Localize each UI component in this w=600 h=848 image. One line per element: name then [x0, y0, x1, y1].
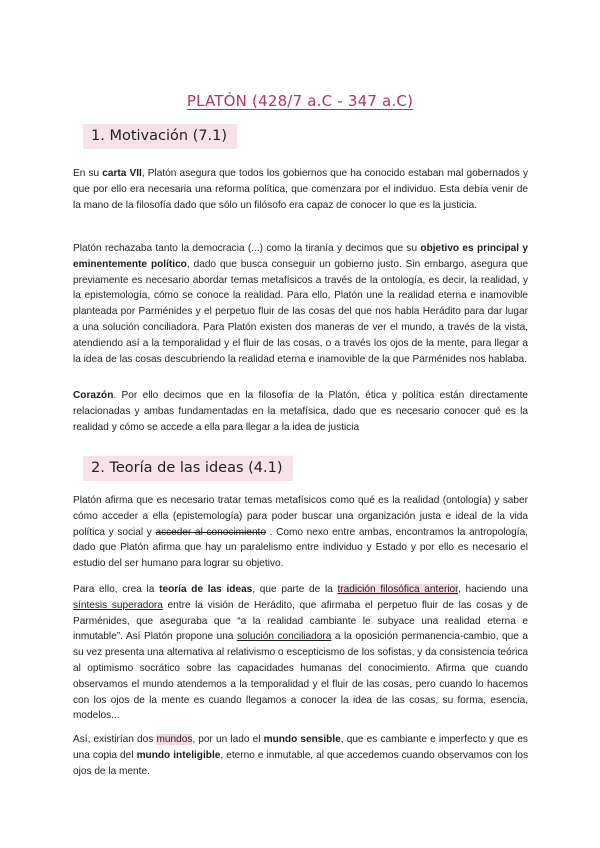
bold-carta-vii: carta VII	[102, 168, 142, 179]
section-heading-teoria-ideas: 2. Teoría de las ideas (4.1)	[83, 456, 293, 481]
section-heading-motivacion: 1. Motivación (7.1)	[83, 124, 237, 149]
bold-teoria-ideas: teoría de las ideas	[159, 584, 253, 595]
underline-sintesis: síntesis superadora	[73, 599, 163, 611]
paragraph-corazon: Corazón. Por ello decimos que en la filosofía de la Platón, ética y política están directamente relacionadas y ambas fundamentadas en la metafísica, dado que es necesario conocer qué es la realidad y cómo se accede a ella para llegar a la idea de justicia	[73, 390, 528, 433]
bold-mundo-sensible: mundo sensible	[263, 734, 341, 745]
paragraph-metafisica: Platón afirma que es necesario tratar temas metafísicos como qué es la realidad (ontología) y saber cómo acceder a ella (epistemología) para poder buscar una organización justa e ideal de la vida política y social y acceder al conocimiento . Como nexo entre ambas, encontramos la antropología, dado que Platón afirma que hay un paralelismo entre individuo y Estado y por ello es necesario el estudio del ser humano para lograr su objetivo.	[73, 495, 528, 570]
bold-mundo-inteligible: mundo inteligible	[136, 749, 221, 761]
highlight-mundos: mundos	[156, 734, 193, 745]
highlight-tradicion: tradición filosófica anterior	[337, 584, 458, 595]
underline-solucion: solución conciliadora	[236, 631, 332, 643]
paragraph-objetivo-politico: Platón rechazaba tanto la democracia (...) como la tiranía y decimos que su objetivo es principal y eminentemente político, dado que busca conseguir un gobierno justo. Sin embargo, asegura que previamente es necesario abordar temas metafísicos a través de la ontología, es decir, la realidad, y la epistemología, cómo se conoce la realidad. Para ello, Platón une la realidad eterna e inamovible planteada por Parménides y el perpetuo fluir de las cosas del que nos habla Herádito para dar lugar a una solución conciliadora. Para Platón existen dos maneras de ver el mundo, a través de la vista, atendiendo así a la temporalidad y el fluir de las cosas, o a través los ojos de la mente, para llegar a la idea de las cosas descubriendo la realidad eterna e inamovible de la que Parménides nos hablaba.	[73, 243, 528, 365]
bold-corazon: Corazón	[73, 390, 114, 401]
paragraph-teoria-ideas: Para ello, crea la teoría de las ideas, que parte de la tradición filosófica anterior, haciendo una síntesis superadora entre la visión de Herádito, que afirmaba el perpetuo fluir de las cosas y de Parménides, que aseguraba que “a la realidad cambiante le subyace una realidad eterna e inmutable”. Así Platón propone una solución conciliadora a la oposición permanencia-cambio, que a su vez presenta una alternativa al relativismo o escepticismo de los sofistas, y da consistencia teórica al optimismo socrático sobre las capacidades humanas del conocimiento. Afirma que cuando observamos el mundo atendemos a la temporalidad y el fluir de las cosas, pero cuando lo hacemos con los ojos de la mente es cuando llegamos a conocer la idea de las cosas, su forma, esencia, modelos...	[73, 584, 529, 722]
strikethrough-text: acceder al conocimiento	[155, 526, 266, 538]
document-title-text: PLATÓN (428/7 a.C - 347 a.C)	[186, 92, 414, 110]
bold-objetivo-politico: objetivo es principal y eminentemente político	[73, 243, 528, 270]
paragraph-carta-vii: En su carta VII, Platón asegura que todos los gobiernos que ha conocido estaban mal gobernados y que por ello era necesaria una reforma política, que comenzara por el individuo. Esta debía venir de la mano de la filosofía dado que sólo un filósofo era capaz de conocer lo que es la justicia.	[73, 168, 528, 211]
document-title	[0, 92, 600, 110]
paragraph-mundos: Así, existirían dos mundos, por un lado el mundo sensible, que es cambiante e imperfecto y que es una copia del mundo inteligible, eterno e inmutable, al que accedemos cuando observamos con los ojos de la mente.	[73, 734, 528, 777]
